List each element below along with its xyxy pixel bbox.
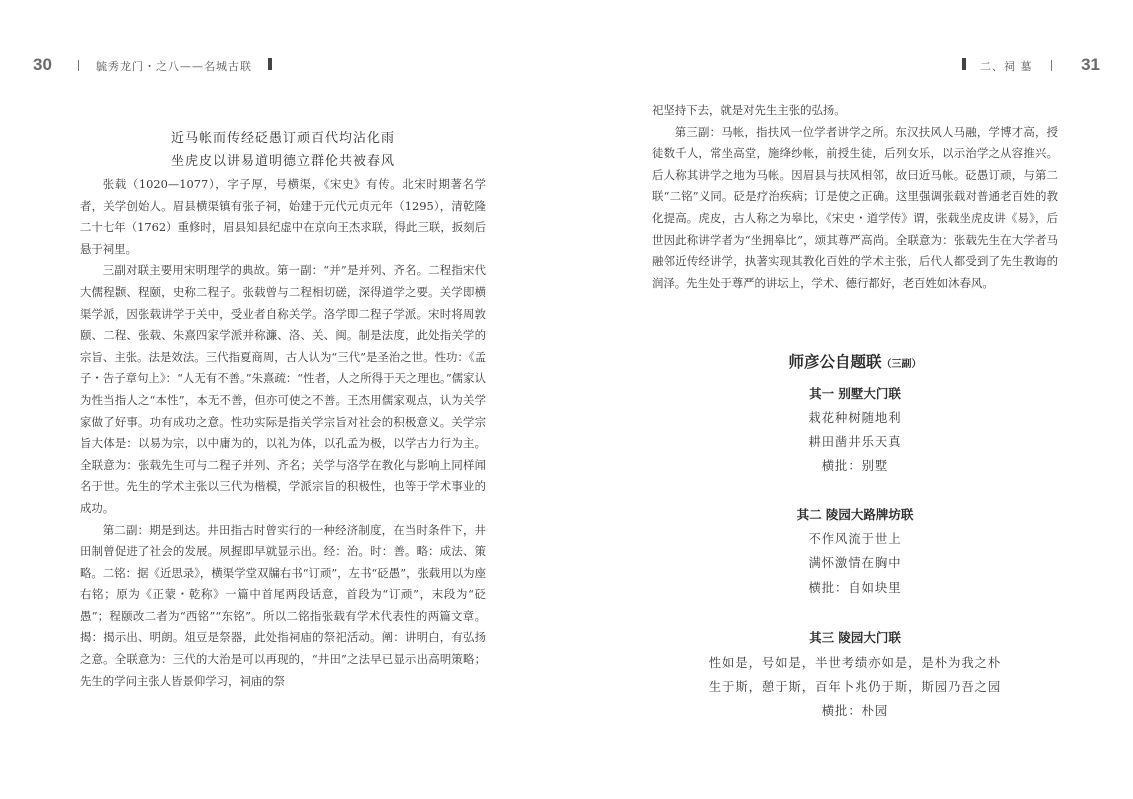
couplet-line: 耕田凿井乐天真 <box>808 435 902 449</box>
paragraph: 第三副：马帐，指扶风一位学者讲学之所。东汉扶风人马融，学博才高，授徒数千人，常坐高堂，施绛纱帐，前授生徒，后列女乐，以示治学之从容推兴。后人称其讲学之地为马帐。因眉县与扶风相邻，故曰近马帐。砭愚订顽，与第二联“二铭”义同。砭是疗治疾病；订是使之正确。这里强调张载对普通老百姓的教化提高。虎皮，古人称之为皋比，《宋史・道学传》谓，张载坐虎皮讲《易》，后世因此称讲学者为“坐拥皋比”，颂其尊严高尚。全联意为：张载先生在大学者马融邻近传经讲学，执著实现其教化百姓的学术主张，后代人都受到了先生教诲的润泽。先生处于尊严的讲坛上，学术、德行都好，老百姓如沐春风。 <box>652 124 1058 290</box>
body-text <box>80 174 486 692</box>
running-header: 毓秀龙门・之八——名城古联 <box>96 60 252 73</box>
couplet-line: 满怀激情在胸中 <box>808 556 902 570</box>
paragraph: 第二副：期是到达。井田指古时曾实行的一种经济制度，在当时条件下，井田制曾促进了社会的发展。夙握即早就显示出。经：治。时：善。略：成法、策略。二铭：据《近思录》，横渠学堂双牖右书“订顽”，左书“砭愚”，张载用以为座右铭；原为《正蒙・乾称》一篇中首尾两段话意，首段为“订顽”，末段为“砭愚”；程颐改二者为“西铭”“东铭”。所以二铭指张载有学术代表性的两篇文章。揭：揭示出、明朗。俎豆是祭器，此处指祠庙的祭祀活动。阐：讲明白，有弘扬之意。全联意为：三代的大治是可以再现的，“井田”之法早已显示出高明策略；先生的学问主张人皆景仰学习，祠庙的祭 <box>80 522 486 688</box>
section-note: （三副） <box>881 359 922 370</box>
paragraph: 祀坚持下去，就是对先生主张的弘扬。 <box>652 103 846 117</box>
horizontal-scroll-text: 横批：别墅 <box>821 459 889 473</box>
header-divider <box>78 60 79 71</box>
page-number: 31 <box>1081 55 1100 74</box>
running-header: 二、祠 墓 <box>980 60 1033 73</box>
couplet-line: 性如是，号如是，半世考绩亦如是，是朴为我之朴 <box>708 656 1002 670</box>
subsection-title: 其一 别墅大门联 <box>809 386 901 401</box>
couplet-line: 不作风流于世上 <box>808 532 902 546</box>
paragraph: 张载（1020—1077），字子厚，号横渠，《宋史》有传。北宋时期著名学者，关学创始人。眉县横渠镇有张子祠，始建于元代元贞元年（1295），清乾隆二十七年（1762）重修时，眉县知县纪虚中在京向王杰求联，得此三联，扳刻后悬于祠里。 <box>80 177 486 256</box>
subsection-title: 其三 陵园大门联 <box>809 630 901 645</box>
left-page <box>0 0 566 799</box>
couplet-line-1: 近马帐而传经砭愚订顽百代均沾化雨 <box>170 131 395 146</box>
couplet-line-2: 坐虎皮以讲易道明德立群伦共被春风 <box>170 154 395 169</box>
horizontal-scroll-text: 横批：朴园 <box>821 704 889 718</box>
header-marker <box>268 58 272 70</box>
page-number: 30 <box>33 55 52 74</box>
couplet-line: 栽花种树随地利 <box>808 411 902 425</box>
section-title <box>652 350 1058 372</box>
header-marker <box>962 58 966 70</box>
right-page <box>566 0 1133 799</box>
section-title-text: 师彦公自题联 <box>788 353 882 371</box>
subsection-title: 其二 陵园大路牌坊联 <box>796 507 914 522</box>
couplet-line: 生于斯，憩于斯，百年卜兆仍于斯，斯园乃吾之园 <box>708 680 1002 694</box>
horizontal-scroll-text: 横批：自如块里 <box>808 581 902 595</box>
body-text <box>652 100 1058 294</box>
header-divider <box>1051 60 1052 71</box>
paragraph: 三副对联主要用宋明理学的典故。第一副：“并”是并列、齐名。二程指宋代大儒程颢、程颐，史称二程子。张载曾与二程相切磋，深得道学之要。关学即横渠学派，因张载讲学于关中，受业者自称关学。洛学即二程子学派。宋时将周敦颐、二程、张载、朱熹四家学派并称濂、洛、关、闽。制是法度，此处指关学的宗旨、主张。法是效法。三代指夏商周，古人认为“三代”是圣治之世。性功：《孟子・告子章句上》：“人无有不善。”朱熹疏：“性者，人之所得于天之理也。”儒家认为性当指人之“本性”，本无不善，但亦可使之不善。王杰用儒家观点，认为关学家做了好事。功有成功之意。性功实际是指关学宗旨对社会的积极意义。关学宗旨大体是：以易为宗，以中庸为的，以礼为体，以孔孟为极，以学古力行为主。全联意为：张载先生可与二程子并列、齐名；关学与洛学在教化与影响上同样闻名于世。先生的学术主张以三代为楷模，学派宗旨的积极性，也等于学术事业的成功。 <box>80 263 486 515</box>
